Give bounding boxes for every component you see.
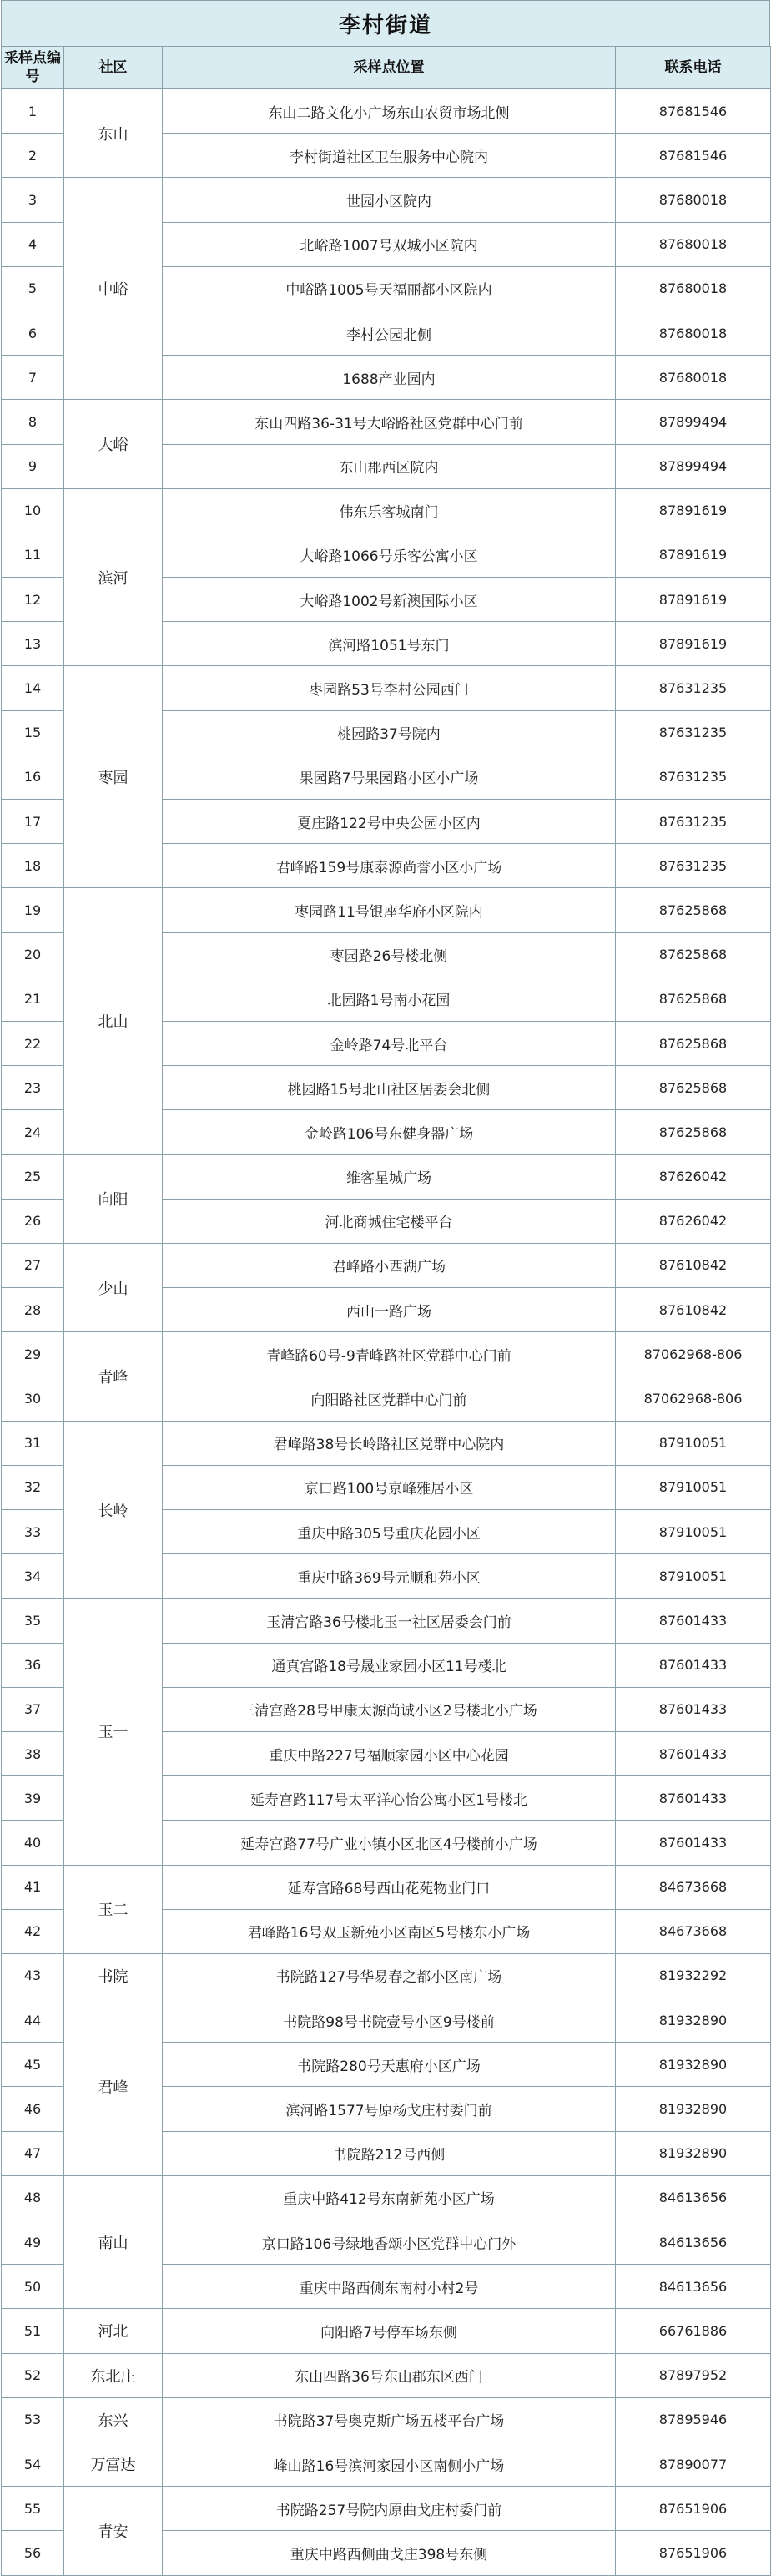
contact-phone: 87625868 xyxy=(616,977,771,1021)
contact-phone: 87891619 xyxy=(616,488,771,533)
table-row xyxy=(2,2309,771,2353)
table-body xyxy=(2,89,771,2576)
sample-location: 君峰路38号长岭路社区党群中心院内 xyxy=(163,1421,616,1465)
sample-location: 北园路1号南小花园 xyxy=(163,977,616,1021)
community-name: 万富达 xyxy=(64,2442,163,2486)
sample-number: 17 xyxy=(2,800,64,844)
contact-phone: 87680018 xyxy=(616,222,771,266)
sample-number: 33 xyxy=(2,1510,64,1554)
contact-phone: 81932292 xyxy=(616,1953,771,1998)
sample-location: 君峰路16号双玉新苑小区南区5号楼东小广场 xyxy=(163,1909,616,1953)
sample-location: 大峪路1066号乐客公寓小区 xyxy=(163,533,616,577)
sample-number: 19 xyxy=(2,888,64,932)
sample-location: 书院路98号书院壹号小区9号楼前 xyxy=(163,1998,616,2043)
community-name: 君峰 xyxy=(64,1998,163,2176)
contact-phone: 84613656 xyxy=(616,2220,771,2265)
sample-number: 42 xyxy=(2,1909,64,1953)
sample-location: 河北商城住宅楼平台 xyxy=(163,1199,616,1243)
contact-phone: 87910051 xyxy=(616,1510,771,1554)
sample-location: 北峪路1007号双城小区院内 xyxy=(163,222,616,266)
sample-location: 世园小区院内 xyxy=(163,178,616,222)
sample-location: 金岭路74号北平台 xyxy=(163,1021,616,1065)
sample-location: 果园路7号果园路小区小广场 xyxy=(163,755,616,799)
sample-location: 书院路257号院内原曲戈庄村委门前 xyxy=(163,2487,616,2531)
community-name: 青安 xyxy=(64,2487,163,2575)
sample-location: 书院路127号华易春之都小区南广场 xyxy=(163,1953,616,1998)
sample-number: 46 xyxy=(2,2087,64,2131)
sample-number: 24 xyxy=(2,1110,64,1154)
header-location: 采样点位置 xyxy=(163,47,616,89)
community-name: 少山 xyxy=(64,1243,163,1331)
sample-number: 52 xyxy=(2,2353,64,2397)
contact-phone: 87897952 xyxy=(616,2353,771,2397)
contact-phone: 87625868 xyxy=(616,1021,771,1065)
contact-phone: 87890077 xyxy=(616,2442,771,2486)
sample-number: 27 xyxy=(2,1243,64,1287)
sample-number: 49 xyxy=(2,2220,64,2265)
sample-location: 通真宫路18号晟业家园小区11号楼北 xyxy=(163,1643,616,1687)
table-row xyxy=(2,2353,771,2397)
sample-location: 重庆中路412号东南新苑小区广场 xyxy=(163,2175,616,2220)
sample-number: 37 xyxy=(2,1687,64,1731)
table-header xyxy=(2,47,771,89)
sample-number: 34 xyxy=(2,1554,64,1599)
sample-number: 4 xyxy=(2,222,64,266)
community-name: 枣园 xyxy=(64,666,163,888)
table-row xyxy=(2,89,771,134)
table-row xyxy=(2,1599,771,1643)
sample-number: 25 xyxy=(2,1154,64,1199)
sample-number: 31 xyxy=(2,1421,64,1465)
sample-number: 40 xyxy=(2,1821,64,1865)
table-row xyxy=(2,666,771,710)
contact-phone: 87910051 xyxy=(616,1554,771,1599)
sample-location: 桃园路15号北山社区居委会北侧 xyxy=(163,1066,616,1110)
contact-phone: 87601433 xyxy=(616,1731,771,1775)
sample-location: 君峰路小西湖广场 xyxy=(163,1243,616,1287)
community-name: 青峰 xyxy=(64,1332,163,1421)
sample-location: 东山四路36号东山郡东区西门 xyxy=(163,2353,616,2397)
sample-location: 金岭路106号东健身器广场 xyxy=(163,1110,616,1154)
sample-number: 23 xyxy=(2,1066,64,1110)
table-row xyxy=(2,1953,771,1998)
sample-location: 重庆中路305号重庆花园小区 xyxy=(163,1510,616,1554)
sample-number: 15 xyxy=(2,710,64,755)
table-row xyxy=(2,1154,771,1199)
contact-phone: 87899494 xyxy=(616,400,771,444)
sample-number: 36 xyxy=(2,1643,64,1687)
contact-phone: 87601433 xyxy=(616,1599,771,1643)
header-number: 采样点编号 xyxy=(2,47,64,89)
table-row xyxy=(2,178,771,222)
contact-phone: 87062968-806 xyxy=(616,1376,771,1421)
sample-location: 重庆中路227号福顺家园小区中心花园 xyxy=(163,1731,616,1775)
contact-phone: 81932890 xyxy=(616,2087,771,2131)
sample-location: 书院路212号西侧 xyxy=(163,2131,616,2175)
sample-number: 28 xyxy=(2,1288,64,1332)
contact-phone: 87891619 xyxy=(616,578,771,622)
sample-number: 12 xyxy=(2,578,64,622)
contact-phone: 81932890 xyxy=(616,2131,771,2175)
contact-phone: 87631235 xyxy=(616,755,771,799)
sample-number: 11 xyxy=(2,533,64,577)
contact-phone: 87601433 xyxy=(616,1687,771,1731)
sample-number: 7 xyxy=(2,356,64,400)
sample-location: 中峪路1005号天福丽都小区院内 xyxy=(163,266,616,311)
sample-location: 延寿宫路117号太平洋心怡公寓小区1号楼北 xyxy=(163,1776,616,1821)
contact-phone: 87625868 xyxy=(616,1066,771,1110)
table-row xyxy=(2,888,771,932)
sample-number: 56 xyxy=(2,2531,64,2575)
sample-location: 枣园路11号银座华府小区院内 xyxy=(163,888,616,932)
contact-phone: 87891619 xyxy=(616,622,771,666)
community-name: 滨河 xyxy=(64,488,163,666)
sample-location: 李村公园北侧 xyxy=(163,311,616,355)
community-name: 长岭 xyxy=(64,1421,163,1599)
sample-number: 39 xyxy=(2,1776,64,1821)
contact-phone: 87626042 xyxy=(616,1199,771,1243)
sampling-sheet xyxy=(1,0,770,2576)
sample-location: 京口路100号京峰雅居小区 xyxy=(163,1465,616,1509)
contact-phone: 87680018 xyxy=(616,356,771,400)
contact-phone: 87625868 xyxy=(616,932,771,977)
contact-phone: 84613656 xyxy=(616,2265,771,2309)
sample-number: 14 xyxy=(2,666,64,710)
contact-phone: 87895946 xyxy=(616,2397,771,2442)
header-phone: 联系电话 xyxy=(616,47,771,89)
contact-phone: 87062968-806 xyxy=(616,1332,771,1376)
community-name: 玉一 xyxy=(64,1599,163,1865)
sample-number: 29 xyxy=(2,1332,64,1376)
sample-number: 2 xyxy=(2,134,64,178)
contact-phone: 87601433 xyxy=(616,1643,771,1687)
sample-location: 伟东乐客城南门 xyxy=(163,488,616,533)
sample-number: 38 xyxy=(2,1731,64,1775)
sample-location: 枣园路26号楼北侧 xyxy=(163,932,616,977)
contact-phone: 87631235 xyxy=(616,710,771,755)
sample-location: 重庆中路西侧东南村小村2号 xyxy=(163,2265,616,2309)
contact-phone: 84613656 xyxy=(616,2175,771,2220)
table-row xyxy=(2,1998,771,2043)
sample-number: 10 xyxy=(2,488,64,533)
sample-number: 45 xyxy=(2,2043,64,2087)
contact-phone: 87899494 xyxy=(616,444,771,488)
contact-phone: 87680018 xyxy=(616,266,771,311)
sample-number: 13 xyxy=(2,622,64,666)
sample-number: 30 xyxy=(2,1376,64,1421)
contact-phone: 87651906 xyxy=(616,2487,771,2531)
community-name: 书院 xyxy=(64,1953,163,1998)
table-row xyxy=(2,488,771,533)
contact-phone: 87891619 xyxy=(616,533,771,577)
sample-location: 京口路106号绿地香颂小区党群中心门外 xyxy=(163,2220,616,2265)
contact-phone: 81932890 xyxy=(616,1998,771,2043)
community-name: 东北庄 xyxy=(64,2353,163,2397)
sample-location: 延寿宫路68号西山花苑物业门口 xyxy=(163,1865,616,1909)
sample-location: 峰山路16号滨河家园小区南侧小广场 xyxy=(163,2442,616,2486)
sample-number: 41 xyxy=(2,1865,64,1909)
sample-location: 玉清宫路36号楼北玉一社区居委会门前 xyxy=(163,1599,616,1643)
contact-phone: 87680018 xyxy=(616,311,771,355)
sample-number: 32 xyxy=(2,1465,64,1509)
community-name: 东兴 xyxy=(64,2397,163,2442)
table-row xyxy=(2,2442,771,2486)
sample-number: 26 xyxy=(2,1199,64,1243)
community-name: 向阳 xyxy=(64,1154,163,1243)
sample-number: 9 xyxy=(2,444,64,488)
header-row xyxy=(2,47,771,89)
sample-location: 大峪路1002号新澳国际小区 xyxy=(163,578,616,622)
page-title: 李村街道 xyxy=(1,0,770,46)
table-row xyxy=(2,400,771,444)
sample-number: 53 xyxy=(2,2397,64,2442)
sample-number: 6 xyxy=(2,311,64,355)
community-name: 大峪 xyxy=(64,400,163,488)
sample-location: 向阳路社区党群中心门前 xyxy=(163,1376,616,1421)
sample-number: 35 xyxy=(2,1599,64,1643)
sample-number: 8 xyxy=(2,400,64,444)
sample-location: 维客星城广场 xyxy=(163,1154,616,1199)
community-name: 北山 xyxy=(64,888,163,1154)
sample-location: 枣园路53号李村公园西门 xyxy=(163,666,616,710)
sample-location: 向阳路7号停车场东侧 xyxy=(163,2309,616,2353)
contact-phone: 87626042 xyxy=(616,1154,771,1199)
contact-phone: 87610842 xyxy=(616,1243,771,1287)
contact-phone: 87601433 xyxy=(616,1821,771,1865)
contact-phone: 87910051 xyxy=(616,1465,771,1509)
sample-location: 书院路280号天惠府小区广场 xyxy=(163,2043,616,2087)
contact-phone: 87610842 xyxy=(616,1288,771,1332)
sample-number: 21 xyxy=(2,977,64,1021)
sample-location: 三清宫路28号甲康太源尚诚小区2号楼北小广场 xyxy=(163,1687,616,1731)
community-name: 中峪 xyxy=(64,178,163,400)
sample-location: 西山一路广场 xyxy=(163,1288,616,1332)
sampling-table xyxy=(1,46,771,2576)
sample-location: 青峰路60号-9青峰路社区党群中心门前 xyxy=(163,1332,616,1376)
sample-location: 滨河路1051号东门 xyxy=(163,622,616,666)
table-row xyxy=(2,2397,771,2442)
sample-location: 李村街道社区卫生服务中心院内 xyxy=(163,134,616,178)
sample-location: 君峰路159号康泰源尚誉小区小广场 xyxy=(163,844,616,888)
contact-phone: 87625868 xyxy=(616,1110,771,1154)
sample-location: 滨河路1577号原杨戈庄村委门前 xyxy=(163,2087,616,2131)
community-name: 玉二 xyxy=(64,1865,163,1953)
contact-phone: 81932890 xyxy=(616,2043,771,2087)
sample-location: 夏庄路122号中央公园小区内 xyxy=(163,800,616,844)
sample-number: 5 xyxy=(2,266,64,311)
sample-number: 3 xyxy=(2,178,64,222)
contact-phone: 66761886 xyxy=(616,2309,771,2353)
sample-number: 54 xyxy=(2,2442,64,2486)
table-row xyxy=(2,1243,771,1287)
contact-phone: 87601433 xyxy=(616,1776,771,1821)
contact-phone: 87681546 xyxy=(616,134,771,178)
sample-location: 重庆中路西侧曲戈庄398号东侧 xyxy=(163,2531,616,2575)
sample-number: 44 xyxy=(2,1998,64,2043)
contact-phone: 87910051 xyxy=(616,1421,771,1465)
header-community: 社区 xyxy=(64,47,163,89)
sample-location: 桃园路37号院内 xyxy=(163,710,616,755)
sample-number: 50 xyxy=(2,2265,64,2309)
contact-phone: 84673668 xyxy=(616,1865,771,1909)
contact-phone: 87631235 xyxy=(616,666,771,710)
sample-location: 东山四路36-31号大峪路社区党群中心门前 xyxy=(163,400,616,444)
sample-number: 20 xyxy=(2,932,64,977)
sample-number: 16 xyxy=(2,755,64,799)
sample-number: 48 xyxy=(2,2175,64,2220)
sample-location: 重庆中路369号元顺和苑小区 xyxy=(163,1554,616,1599)
community-name: 河北 xyxy=(64,2309,163,2353)
table-row xyxy=(2,1332,771,1376)
table-row xyxy=(2,2487,771,2531)
table-row xyxy=(2,2175,771,2220)
sample-location: 书院路37号奥克斯广场五楼平台广场 xyxy=(163,2397,616,2442)
sample-number: 47 xyxy=(2,2131,64,2175)
sample-location: 1688产业园内 xyxy=(163,356,616,400)
contact-phone: 87625868 xyxy=(616,888,771,932)
table-row xyxy=(2,1421,771,1465)
sample-number: 22 xyxy=(2,1021,64,1065)
contact-phone: 87680018 xyxy=(616,178,771,222)
contact-phone: 87631235 xyxy=(616,800,771,844)
contact-phone: 87631235 xyxy=(616,844,771,888)
sample-location: 延寿宫路77号广业小镇小区北区4号楼前小广场 xyxy=(163,1821,616,1865)
sample-number: 1 xyxy=(2,89,64,134)
sample-number: 43 xyxy=(2,1953,64,1998)
sample-location: 东山二路文化小广场东山农贸市场北侧 xyxy=(163,89,616,134)
contact-phone: 84673668 xyxy=(616,1909,771,1953)
community-name: 南山 xyxy=(64,2175,163,2309)
sample-number: 18 xyxy=(2,844,64,888)
sample-location: 东山郡西区院内 xyxy=(163,444,616,488)
community-name: 东山 xyxy=(64,89,163,178)
contact-phone: 87651906 xyxy=(616,2531,771,2575)
sample-number: 51 xyxy=(2,2309,64,2353)
sample-number: 55 xyxy=(2,2487,64,2531)
table-row xyxy=(2,1865,771,1909)
contact-phone: 87681546 xyxy=(616,89,771,134)
